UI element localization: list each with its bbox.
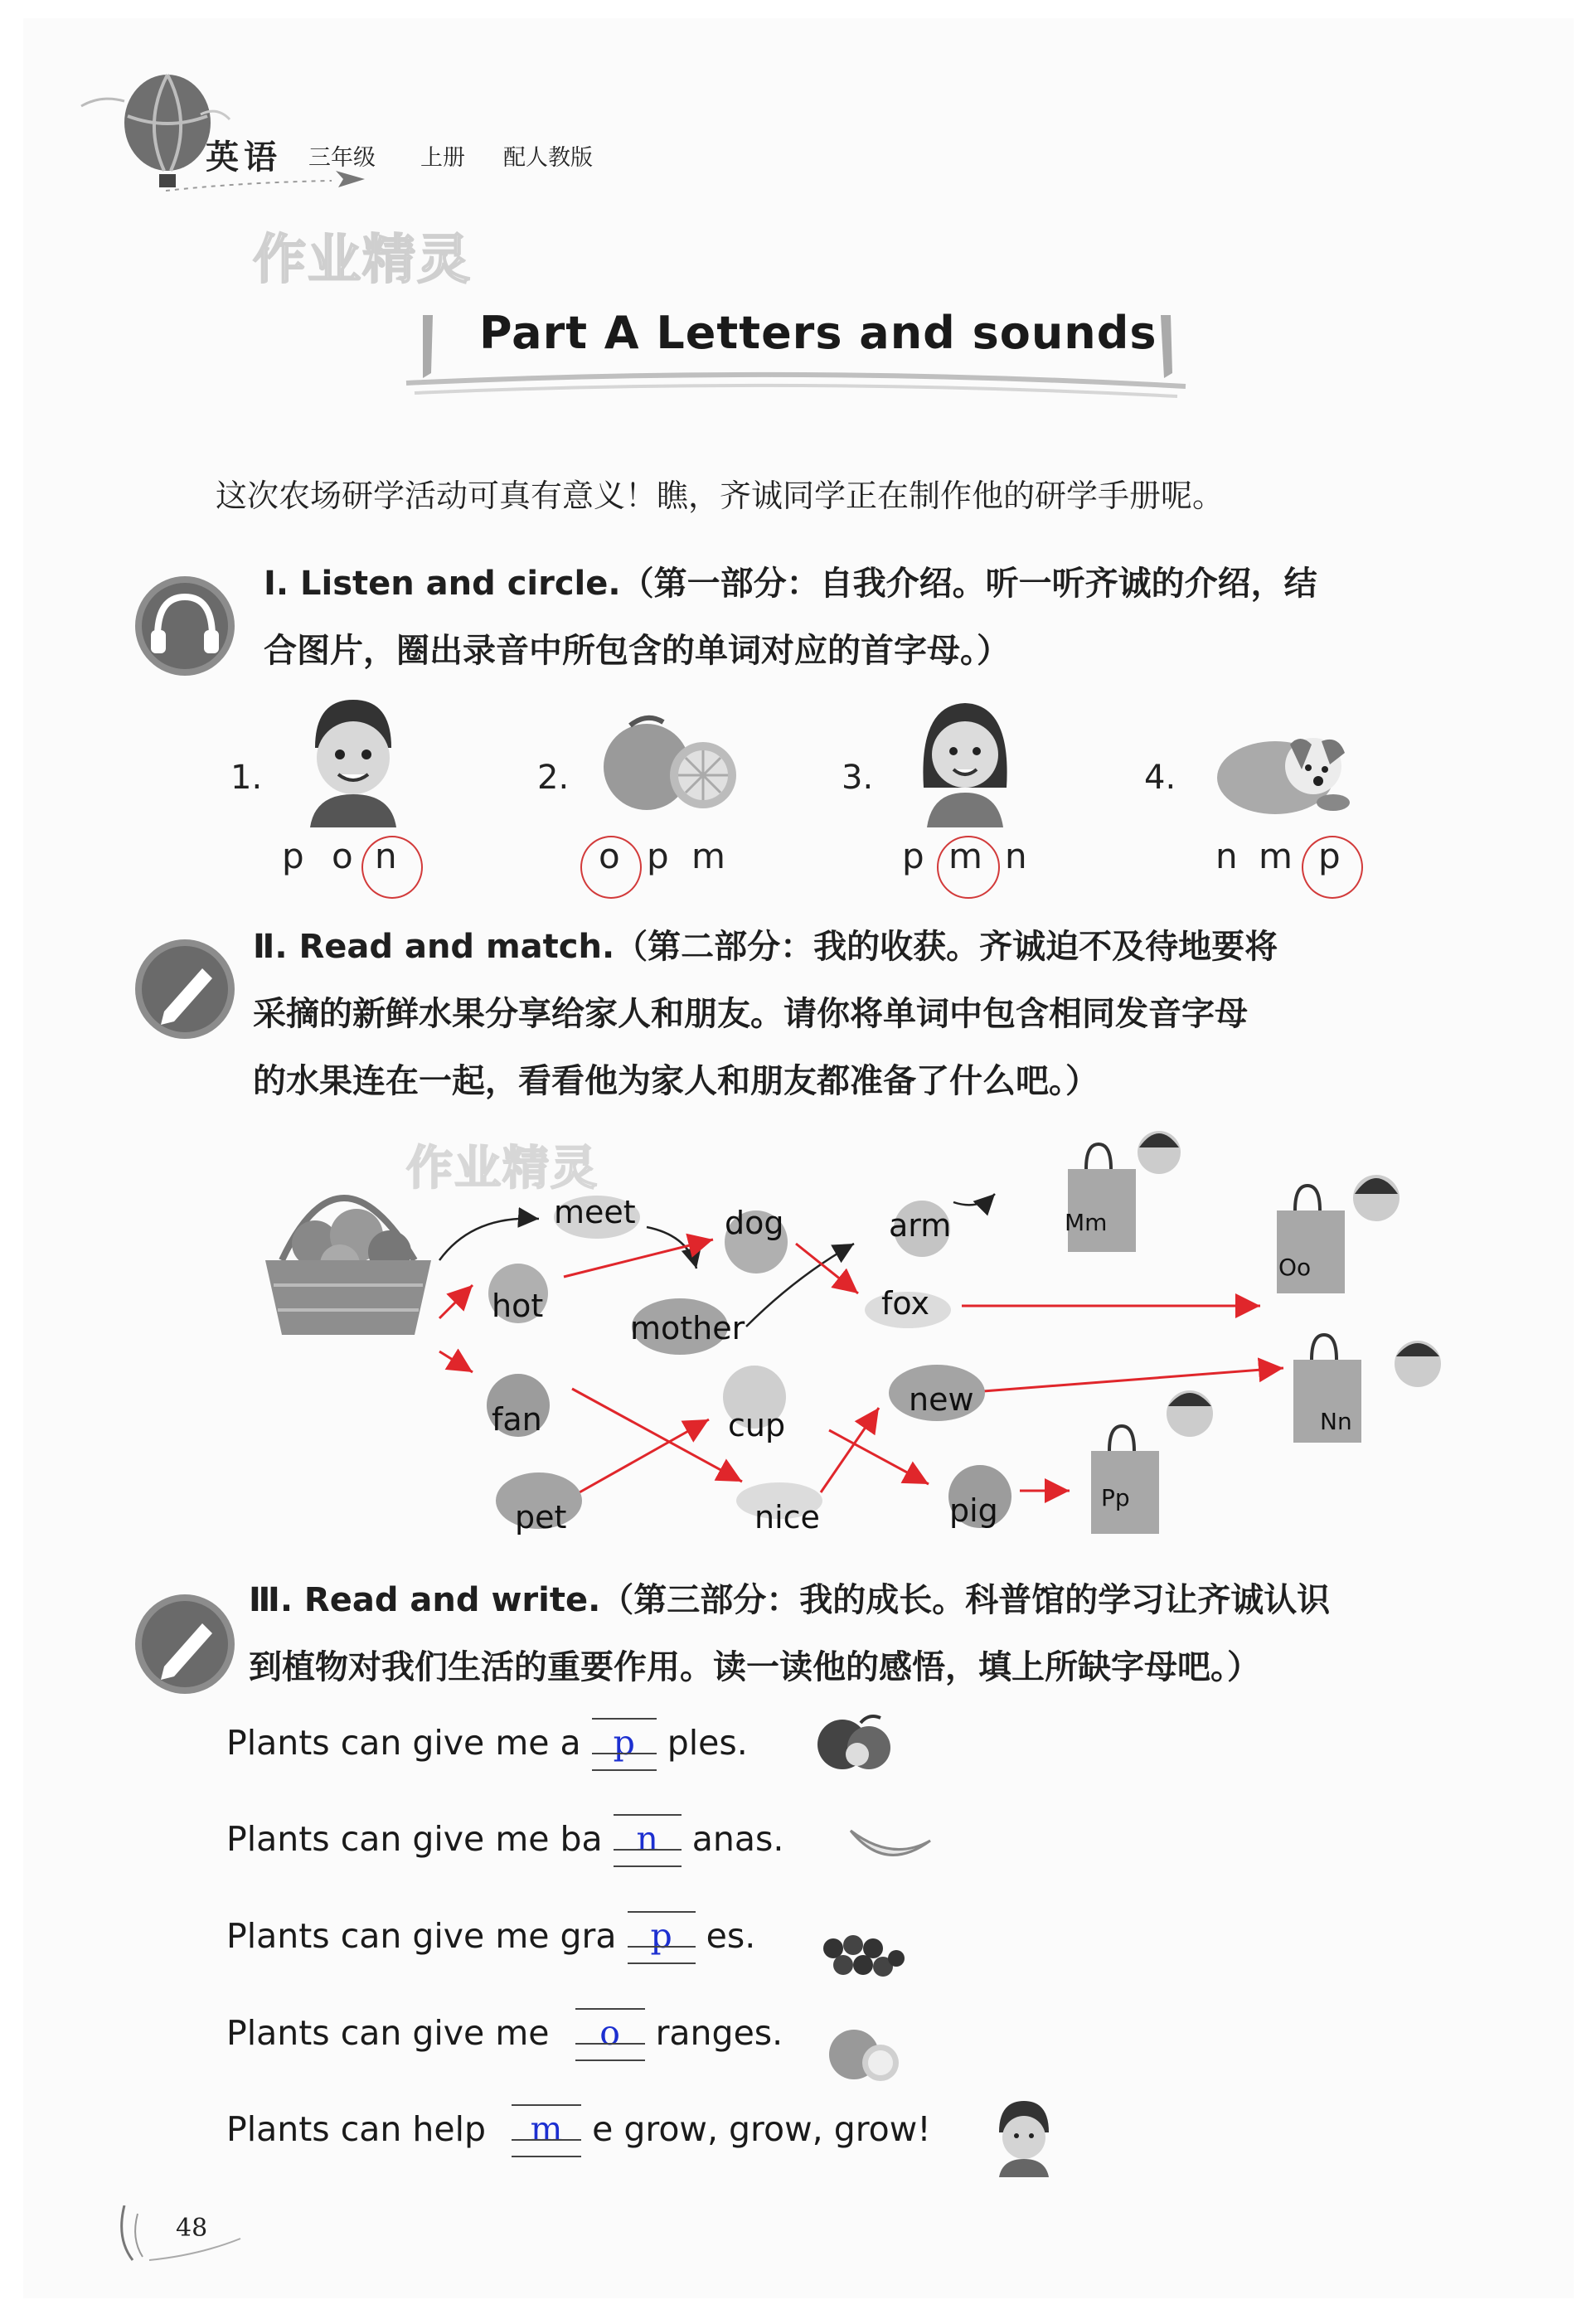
- paper-plane-icon: [166, 166, 381, 199]
- girl-icon: [910, 696, 1018, 829]
- section3-instructions: [249, 1567, 1492, 1701]
- item-number: 1.: [230, 759, 263, 797]
- shopping-bag-icon: [1091, 1426, 1159, 1534]
- girl-face-icon: [1138, 1131, 1181, 1174]
- match-word-arm[interactable]: arm: [889, 1207, 952, 1244]
- letter-option[interactable]: p: [902, 836, 926, 876]
- letter-option[interactable]: m: [948, 836, 984, 876]
- section1-instruction-line2: 合图片，圈出录音中所包含的单词对应的首字母。）: [264, 632, 1010, 670]
- banana-icon: [844, 1816, 935, 1874]
- letter-option[interactable]: m: [1259, 836, 1294, 876]
- letter-option[interactable]: o: [332, 836, 355, 876]
- match-word-fan[interactable]: fan: [492, 1401, 542, 1438]
- boy-face-icon: [991, 2099, 1057, 2177]
- bag-label-oo: Oo: [1278, 1254, 1312, 1281]
- section2-instructions: [253, 914, 1488, 1115]
- match-word-mother[interactable]: mother: [630, 1310, 745, 1346]
- answer-letter: p: [613, 1723, 635, 1763]
- sentence-start: Plants can help: [226, 2109, 487, 2149]
- answer-blank[interactable]: [512, 2109, 581, 2149]
- answer-blank[interactable]: [575, 2013, 645, 2053]
- sentence-row: [226, 1916, 755, 1956]
- answer-blank[interactable]: [628, 1916, 696, 1956]
- match-word-meet[interactable]: meet: [554, 1194, 636, 1230]
- orange-icon: [597, 709, 746, 817]
- boy-icon: [298, 696, 406, 829]
- section3-instruction-line2: 到植物对我们生活的重要作用。读一读他的感悟，填上所缺字母吧。）: [249, 1648, 1260, 1686]
- grade-label: 三年级: [308, 145, 376, 171]
- answer-circle: [361, 836, 423, 899]
- section2-instruction-line2: 采摘的新鲜水果分享给家人和朋友。请你将单词中包含相同发音字母: [253, 995, 1248, 1033]
- sentence-end: ples.: [667, 1723, 748, 1763]
- letter-option[interactable]: n: [1215, 836, 1239, 876]
- section3-instruction-line1: （第三部分：我的成长。科普馆的学习让齐诚认识: [600, 1581, 1331, 1619]
- apple-icon: [811, 1710, 902, 1776]
- letter-option[interactable]: o: [599, 836, 622, 876]
- answer-letter: n: [636, 1819, 658, 1859]
- letter-option[interactable]: p: [647, 836, 671, 876]
- headphones-icon: [131, 572, 239, 680]
- letter-option[interactable]: p: [282, 836, 306, 876]
- edition-label: 配人教版: [503, 145, 593, 171]
- answer-circle: [580, 836, 642, 899]
- item-number: 3.: [842, 759, 874, 797]
- letter-option[interactable]: n: [1005, 836, 1029, 876]
- letter-option[interactable]: p: [1318, 836, 1342, 876]
- sentence-start: Plants can give me gra: [226, 1916, 617, 1956]
- part-title: Part A Letters and sounds: [479, 307, 1157, 359]
- section1-instruction-line1: （第一部分：自我介绍。听一听齐诚的介绍，结: [620, 565, 1317, 603]
- pencil-icon: [131, 935, 239, 1043]
- girl-face-icon: [1353, 1175, 1400, 1221]
- match-word-cup[interactable]: cup: [728, 1407, 786, 1443]
- letter-option[interactable]: m: [691, 836, 727, 876]
- match-word-new[interactable]: new: [909, 1381, 974, 1418]
- match-word-hot[interactable]: hot: [492, 1288, 544, 1324]
- match-word-nice[interactable]: nice: [754, 1499, 820, 1535]
- match-word-pig[interactable]: pig: [949, 1492, 998, 1529]
- watermark-logo: 作业精灵: [253, 230, 472, 291]
- watermark-logo: 作业精灵: [406, 1142, 599, 1196]
- section3-heading: Ⅲ. Read and write.: [249, 1581, 601, 1619]
- item-number: 2.: [537, 759, 570, 797]
- answer-letter: m: [530, 2109, 563, 2149]
- answer-letter: p: [650, 1916, 672, 1956]
- volume-label: 上册: [420, 145, 465, 171]
- answer-circle: [937, 836, 1000, 899]
- answer-circle: [1302, 836, 1363, 899]
- answer-blank[interactable]: [592, 1723, 657, 1763]
- intro-text: 这次农场研学活动可真有意义！瞧，齐诚同学正在制作他的研学手册呢。: [216, 478, 1225, 514]
- sentence-end: ranges.: [655, 2013, 783, 2053]
- sentence-row: [226, 2109, 931, 2149]
- sentence-end: e grow, grow, grow!: [592, 2109, 931, 2149]
- match-word-fox[interactable]: fox: [881, 1285, 929, 1322]
- answer-letter: o: [599, 2013, 620, 2053]
- item-number: 4.: [1144, 759, 1176, 797]
- sentence-start: Plants can give me: [226, 2013, 550, 2053]
- sentence-end: anas.: [691, 1819, 784, 1859]
- sentence-start: Plants can give me ba: [226, 1819, 603, 1859]
- match-word-dog[interactable]: dog: [725, 1205, 784, 1241]
- grapes-icon: [817, 1924, 908, 1990]
- pencil-icon: [131, 1590, 239, 1698]
- bag-label-pp: Pp: [1101, 1484, 1130, 1511]
- match-word-pet[interactable]: pet: [515, 1499, 567, 1535]
- page-number: 48: [176, 2214, 208, 2243]
- sentence-row: [226, 2013, 783, 2053]
- section2-heading: Ⅱ. Read and match.: [253, 928, 615, 966]
- boy-face-icon: [1167, 1390, 1213, 1437]
- bag-label-mm: Mm: [1065, 1209, 1108, 1236]
- sentence-row: [226, 1723, 748, 1763]
- section1-instructions: [264, 551, 1482, 685]
- section1-heading: Ⅰ. Listen and circle.: [264, 565, 621, 603]
- answer-blank[interactable]: [614, 1819, 682, 1859]
- bag-label-nn: Nn: [1320, 1408, 1352, 1435]
- section2-instruction-line3: 的水果连在一起，看看他为家人和朋友都准备了什么吧。）: [253, 1062, 1099, 1100]
- fruit-basket-icon: [265, 1198, 431, 1335]
- sentence-row: [226, 1819, 783, 1859]
- letter-option[interactable]: n: [375, 836, 399, 876]
- section2-instruction-line1: （第二部分：我的收获。齐诚迫不及待地要将: [614, 928, 1278, 966]
- subject-label: 英语: [206, 138, 282, 177]
- puppy-icon: [1209, 720, 1358, 827]
- orange-fruit-icon: [822, 2021, 905, 2088]
- sentence-start: Plants can give me a: [226, 1723, 581, 1763]
- boy-face-icon: [1395, 1341, 1441, 1387]
- sentence-end: es.: [706, 1916, 756, 1956]
